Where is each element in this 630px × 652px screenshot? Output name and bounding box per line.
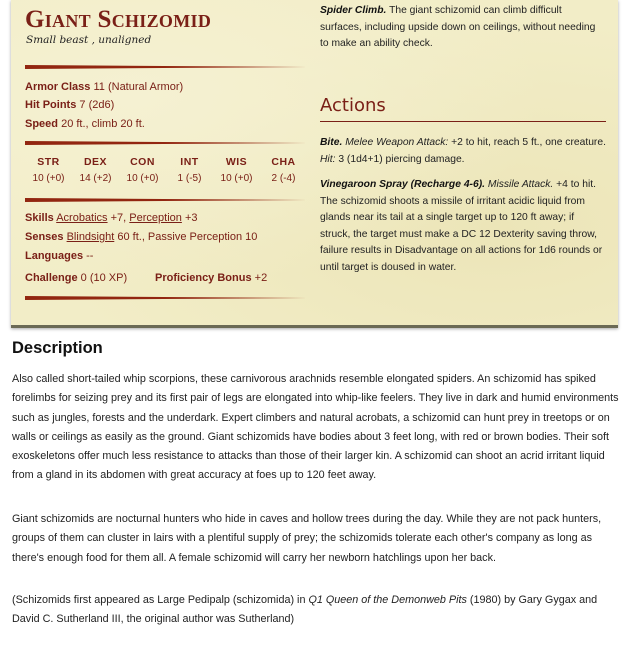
book-title: Q1 Queen of the Demonweb Pits: [308, 594, 467, 606]
description-heading: Description: [12, 339, 103, 357]
link-blindsight[interactable]: Blindsight: [66, 231, 115, 243]
ability-con: CON 10 (+0): [126, 156, 159, 184]
speed: Speed 20 ft., climb 20 ft.: [25, 118, 145, 130]
actions-heading: Actions: [320, 95, 386, 116]
trait-spider-climb: Spider Climb. The giant schizomid can climb difficult surfaces, including upside down on ceilings, without needing to make an ability check.: [320, 5, 596, 50]
ability-cha: CHA 2 (-4): [271, 156, 296, 184]
actions-rule: [320, 121, 606, 122]
description-paragraph-2: Giant schizomids are nocturnal hunters who hide in caves and hollow trees during the day. While they are not pack hunters, groups of them can cluster in lairs with a plentiful supply of prey; the schizomids tolerate each other's company as long as there's enough food for them all. A female schizomid will carry her newborn hatchlings upon her back.: [12, 513, 602, 564]
stat-block: [11, 0, 618, 328]
ability-scores: [25, 156, 307, 184]
ability-int: INT 1 (-5): [177, 156, 202, 184]
senses: Senses Blindsight 60 ft., Passive Perception 10: [25, 231, 258, 243]
tapered-rule: [25, 296, 307, 300]
action-bite: Bite. Melee Weapon Attack: +2 to hit, reach 5 ft., one creature. Hit: 3 (1d4+1) piercing damage.: [320, 137, 606, 165]
monster-meta: Small beast , unaligned: [26, 34, 152, 46]
proficiency-bonus: Proficiency Bonus +2: [155, 272, 268, 284]
description-paragraph-1: Also called short-tailed whip scorpions, these carnivorous arachnids resemble elongated spiders. An schizomid has spiked forelimbs for seizing prey and its first pair of legs are elongated into whip-like feelers. They live in dark and humid environments such as jungles, forests and the underdark. Expert climbers and natural acrobats, a schizomid can hunt prey in treetops or on walls or ceilings as easily as the ground. Giant schizomids have bodies about 3 feet long, with red or brown bodies. Their soft exoskeletons offer much less resistance to attacks than those of their larger kin. A schizomid can shoot an acrid irritant liquid from a gland in its abdomen with great accuracy at foes up to 120 feet away.: [12, 373, 619, 482]
armor-class: Armor Class 11 (Natural Armor): [25, 81, 184, 93]
tapered-rule: [25, 198, 307, 202]
action-vinegaroon-spray: Vinegaroon Spray (Recharge 4-6). Missile Attack. +4 to hit. The schizomid shoots a missile of irritant acidic liquid from glands near its tail at a single target up to 120 ft away; if struck, the target must make a DC 12 Dexterity saving throw, failure results in Disadvantage on all actions for 1d6 rounds or until target is doused in water.: [320, 179, 603, 273]
description-paragraph-3: (Schizomids first appeared as Large Pedipalp (schizomida) in Q1 Queen of the Demonweb Pits (1980) by Gary Gygax and David C. Sutherland III, the original author was Sutherland): [12, 594, 598, 626]
monster-name: Giant Schizomid: [25, 6, 212, 33]
ability-wis: WIS 10 (+0): [220, 156, 253, 184]
skills: Skills Acrobatics +7, Perception +3: [25, 212, 198, 224]
languages: Languages --: [25, 250, 94, 262]
challenge: Challenge 0 (10 XP): [25, 272, 128, 284]
ability-dex: DEX 14 (+2): [79, 156, 112, 184]
link-perception[interactable]: Perception: [129, 212, 182, 224]
link-acrobatics[interactable]: Acrobatics: [56, 212, 108, 224]
tapered-rule: [25, 141, 307, 145]
tapered-rule: [25, 65, 307, 69]
hit-points: Hit Points 7 (2d6): [25, 99, 115, 111]
ability-str: STR 10 (+0): [32, 156, 65, 184]
